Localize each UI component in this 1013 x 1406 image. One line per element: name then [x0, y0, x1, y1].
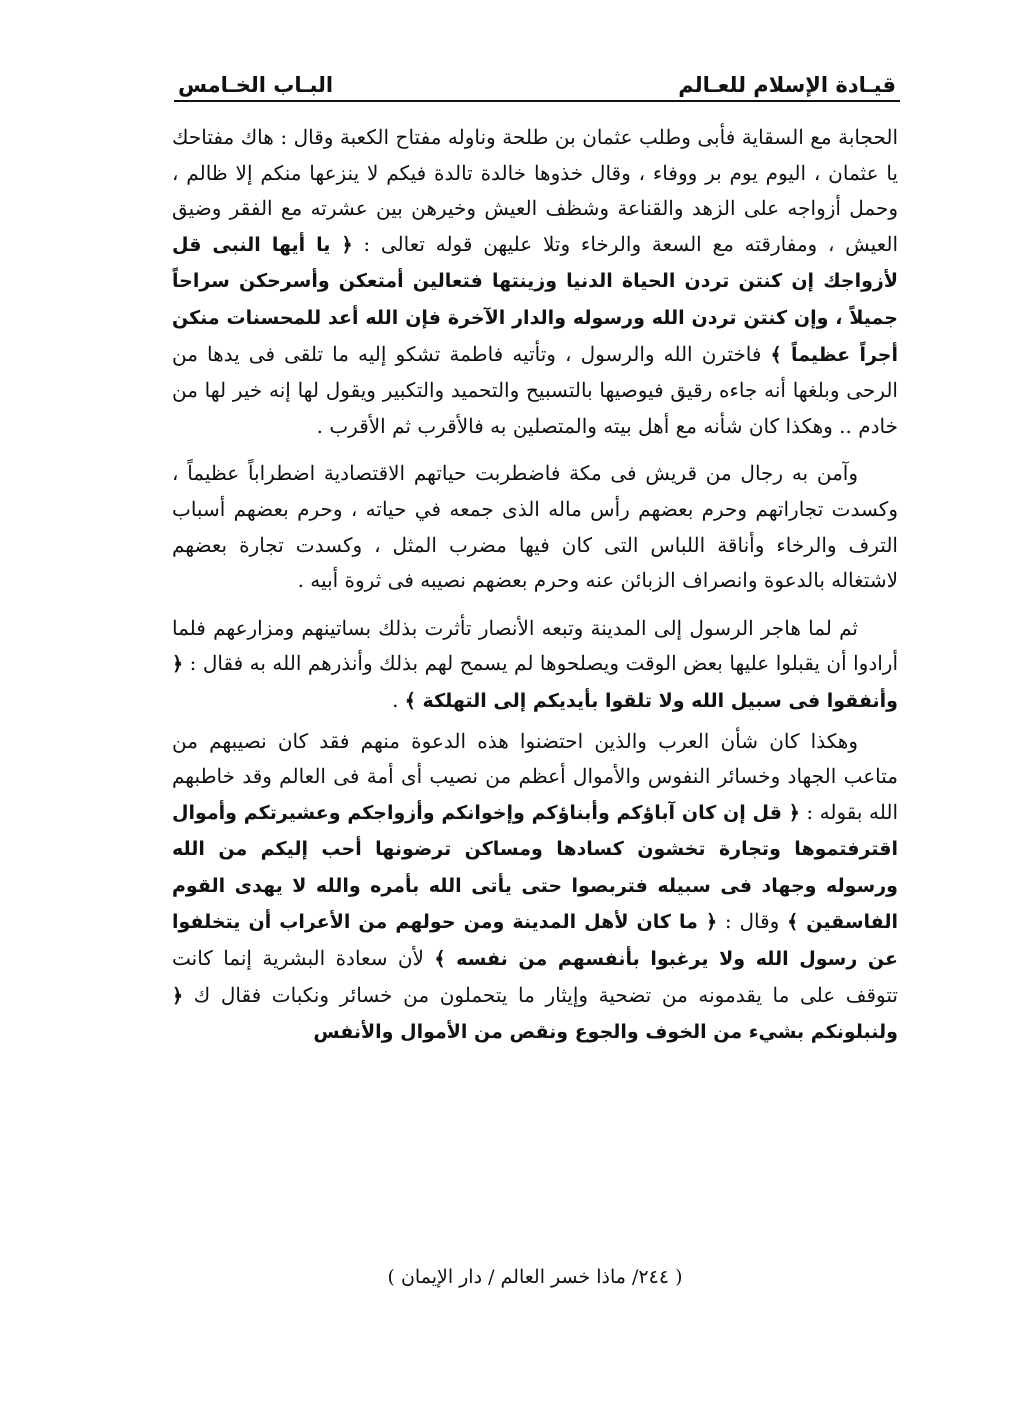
paragraph-4-text-b: وقال :	[724, 909, 780, 934]
chapter-title: البـاب الخـامس	[178, 73, 334, 97]
paragraph-4	[172, 724, 898, 1051]
paragraph-1	[172, 120, 898, 444]
paragraph-2-text: وآمن به رجال من قريش فى مكة فاضطربت حياتهم الاقتصادية اضطراباً عظيماً ، وكسدت تجاراتهم وحرم بعضهم رأس ماله الذى جمعه في حياته ، وحرم بعضهم أسباب الترف والرخاء وأناقة اللباس التى كان فيها مضرب المثل ، وكسدت تجارة بعضهم لاشتغاله بالدعوة وانصراف الزبائن عنه وحرم بعضهم نصيبه فى ثروة أبيه .	[172, 461, 898, 593]
page-footer	[172, 1262, 898, 1292]
paragraph-3-text: ثم لما هاجر الرسول إلى المدينة وتبعه الأنصار تأثرت بذلك بساتينهم ومزارعهم فلما أرادوا أن يقبلوا عليها بعض الوقت ويصلحوها لم يسمح لهم بذلك وأنذرهم الله به فقال :	[172, 615, 899, 676]
header-divider	[174, 100, 900, 102]
body-text	[172, 120, 898, 1051]
paragraph-1-text-b: فاخترن الله والرسول ، وتأتيه فاطمة تشكو إليه ما تلقى فى يدها من الرحى وبلغها أنه جاءه رقيق فيوصيها بالتسبيح والتحميد والتكبير ويقول لها إنه خير لها من خادم .. وهكذا كان شأنه مع أهل بيته والمتصلين به فالأقرب ثم الأقرب .	[172, 341, 898, 438]
running-header	[178, 64, 896, 100]
quran-verse-ahzab: ﴿ يا أيها النبى قل لأزواجك إن كنتن تردن الحياة الدنيا وزينتها فتعالين أمتعكن وأسرحكن سراحاً جميلاً ، وإن كنتن تردن الله ورسوله والدار الآخرة فإن الله أعد للمحسنات منكن أجراً عظيماً ﴾	[172, 233, 899, 366]
paragraph-4-text-a: وهكذا كان شأن العرب والذين احتضنوا هذه الدعوة منهم فقد كان نصيبهم من متاعب الجهاد وخسائر النفوس والأموال أعظم من نصيب أى أمة فى العالم وقد خاطبهم الله بقوله :	[172, 728, 899, 824]
paragraph-2	[172, 456, 898, 598]
quran-verse-tawba-120: ﴿ ما كان لأهل المدينة ومن حولهم من الأعراب أن يتخلفوا عن رسول الله ولا يرغبوا بأنفسهم من نفسه ﴾	[172, 911, 899, 971]
footer-text: ( ٢٤٤/ ماذا خسر العالم / دار الإيمان )	[387, 1266, 683, 1288]
quran-verse-baqara-155: ﴿ ولنبلونكم بشيء من الخوف والجوع ونقص من الأموال والأنفس	[172, 984, 898, 1044]
quran-verse-tawba-24: ﴿ قل إن كان آباؤكم وأبناؤكم وإخوانكم وأزواجكم وعشيرتكم وأموال اقترفتموها وتجارة تخشون كسادها ومساكن ترضونها أحب إليكم من الله ورسوله وجهاد فى سبيله فتربصوا حتى يأتى الله بأمره والله لا يهدى القوم الفاسقين ﴾	[172, 801, 898, 934]
quran-verse-baqara: ﴿ وأنفقوا فى سبيل الله ولا تلقوا بأيديكم إلى التهلكة ﴾	[172, 653, 898, 712]
paragraph-4-text-c: لأن سعادة البشرية إنما كانت تتوقف على ما يقدمونه من تضحية وإيثار ما يتحملون من خسائر ونكبات فقال ك	[172, 946, 898, 1007]
paragraph-3-end: .	[392, 687, 399, 712]
paragraph-1-text-a: الحجابة مع السقاية فأبى وطلب عثمان بن طلحة وناوله مفتاح الكعبة وقال : هاك مفتاحك يا عثمان ، اليوم يوم بر ووفاء ، وقال خذوها خالدة تالدة فيكم لا ينزعها منكم إلا ظالم ، وحمل أزواجه على الزهد والقناعة وشظف العيش وخيرهن بين عشرته مع الفقر وضيق العيش ، ومفارقته مع السعة والرخاء وتلا عليهن قوله تعالى :	[172, 125, 899, 256]
paragraph-3	[172, 611, 898, 720]
book-title: قيـادة الإسلام للعـالم	[678, 73, 896, 97]
